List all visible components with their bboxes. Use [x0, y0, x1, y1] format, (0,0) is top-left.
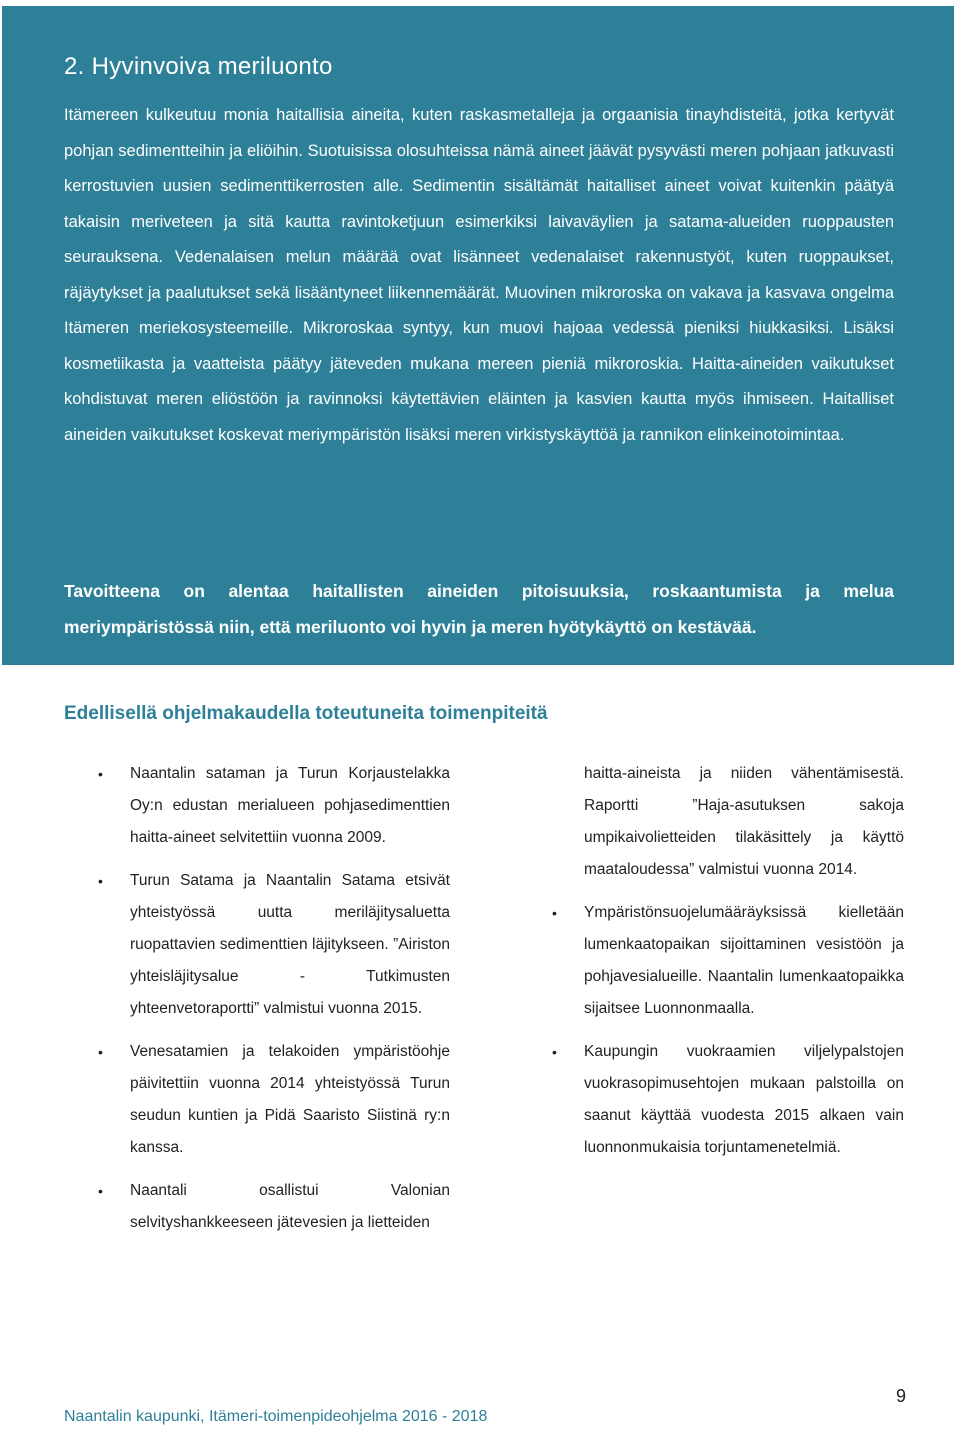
right-column-list [552, 758, 904, 1175]
bullet-icon: • [98, 1183, 103, 1199]
bullet-icon: • [98, 766, 103, 782]
list-item-text: haitta-aineista ja niiden vähentämisestä. Raportti ”Haja-asutuksen sakoja umpikaivolietteiden tilakäsittely ja käyttö maataloudessa” valmistui vuonna 2014. [584, 765, 904, 878]
goal-statement: Tavoitteena on alentaa haitallisten aineiden pitoisuuksia, roskaantumista ja melua meriympäristössä niin, että meriluonto voi hyvin ja meren hyötykäyttö on kestävää. [64, 581, 894, 637]
list-item [98, 1175, 450, 1239]
bullet-icon: • [98, 1044, 103, 1060]
list-item-text: Turun Satama ja Naantalin Satama etsivät yhteistyössä uutta meriläjitysaluetta ruopattavien sedimenttien läjitykseen. ”Airiston yhteisläjitysalue - Tutkimusten yhteenvetoraportti” valmistui vuonna 2015. [130, 872, 450, 1017]
bullet-icon: • [552, 905, 557, 921]
hero-banner [2, 6, 954, 665]
list-item-continuation [552, 758, 904, 886]
bullet-icon: • [98, 873, 103, 889]
list-item [98, 1036, 450, 1164]
list-item [552, 1036, 904, 1164]
list-item-text: Naantali osallistui Valonian selvityshankkeeseen jätevesien ja lietteiden [130, 1182, 450, 1231]
list-item-text: Ympäristönsuojelumääräyksissä kielletään lumenkaatopaikan sijoittaminen vesistöön ja pohjavesialueille. Naantalin lumenkaatopaikka sijaitsee Luonnonmaalla. [584, 904, 904, 1017]
intro-paragraph: Itämereen kulkeutuu monia haitallisia aineita, kuten raskasmetalleja ja orgaanisia tinayhdisteitä, jotka kertyvät pohjan sedimentteihin ja eliöihin. Suotuisissa olosuhteissa nämä aineet jäävät pysyvästi meren pohjaan jatkuvasti kerrostuvien uusien sedimenttikerrosten alle. Sedimentin sisältämät haitalliset aineet voivat kuitenkin päätyä takaisin meriveteen ja sitä kautta ravintoketjuun esimerkiksi laivaväylien ja satama-alueiden ruoppausten seurauksena. Vedenalaisen melun määrää ovat lisänneet vedenalaiset rakennustyöt, kuten ruoppaukset, räjäytykset ja paalutukset sekä lisääntyneet liikennemäärät. Muovinen mikroroska on vakava ja kasvava ongelma Itämeren meriekosysteemeille. Mikroroskaa syntyy, kun muovi hajoaa vedessä pieniksi hiukkasiksi. Lisäksi kosmetiikasta ja vaatteista päätyy jäteveden mukana mereen pieniä mikroroskia. Haitta-aineiden vaikutukset kohdistuvat meren eliöstöön ja ravinnoksi käytettävien eläinten ja kasvien kautta myös ihmiseen. Haitalliset aineiden vaikutukset koskevat meriympäristön lisäksi meren virkistyskäyttöä ja rannikon elinkeinotoimintaa. [64, 106, 894, 444]
bullet-icon: • [552, 1044, 557, 1060]
actions-heading: Edellisellä ohjelmakaudella toteutuneita toimenpiteitä [64, 703, 548, 724]
list-item [98, 758, 450, 854]
list-item [552, 897, 904, 1025]
list-item [98, 865, 450, 1025]
left-column-list [98, 758, 450, 1250]
footer-title: Naantalin kaupunki, Itämeri-toimenpideohjelma 2016 - 2018 [64, 1408, 488, 1425]
list-item-text: Naantalin sataman ja Turun Korjaustelakka Oy:n edustan merialueen pohjasedimenttien haitta-aineet selvitettiin vuonna 2009. [130, 765, 450, 846]
list-item-text: Venesatamien ja telakoiden ympäristöohje päivitettiin vuonna 2014 yhteistyössä Turun seudun kuntien ja Pidä Saaristo Siistinä ry:n kanssa. [130, 1043, 450, 1156]
section-heading: 2. Hyvinvoiva meriluonto [64, 53, 333, 80]
page-number: 9 [895, 1386, 906, 1406]
list-item-text: Kaupungin vuokraamien viljelypalstojen vuokrasopimusehtojen mukaan palstoilla on saanut käyttää vuodesta 2015 alkaen vain luonnonmukaisia torjuntamenetelmiä. [584, 1043, 904, 1156]
